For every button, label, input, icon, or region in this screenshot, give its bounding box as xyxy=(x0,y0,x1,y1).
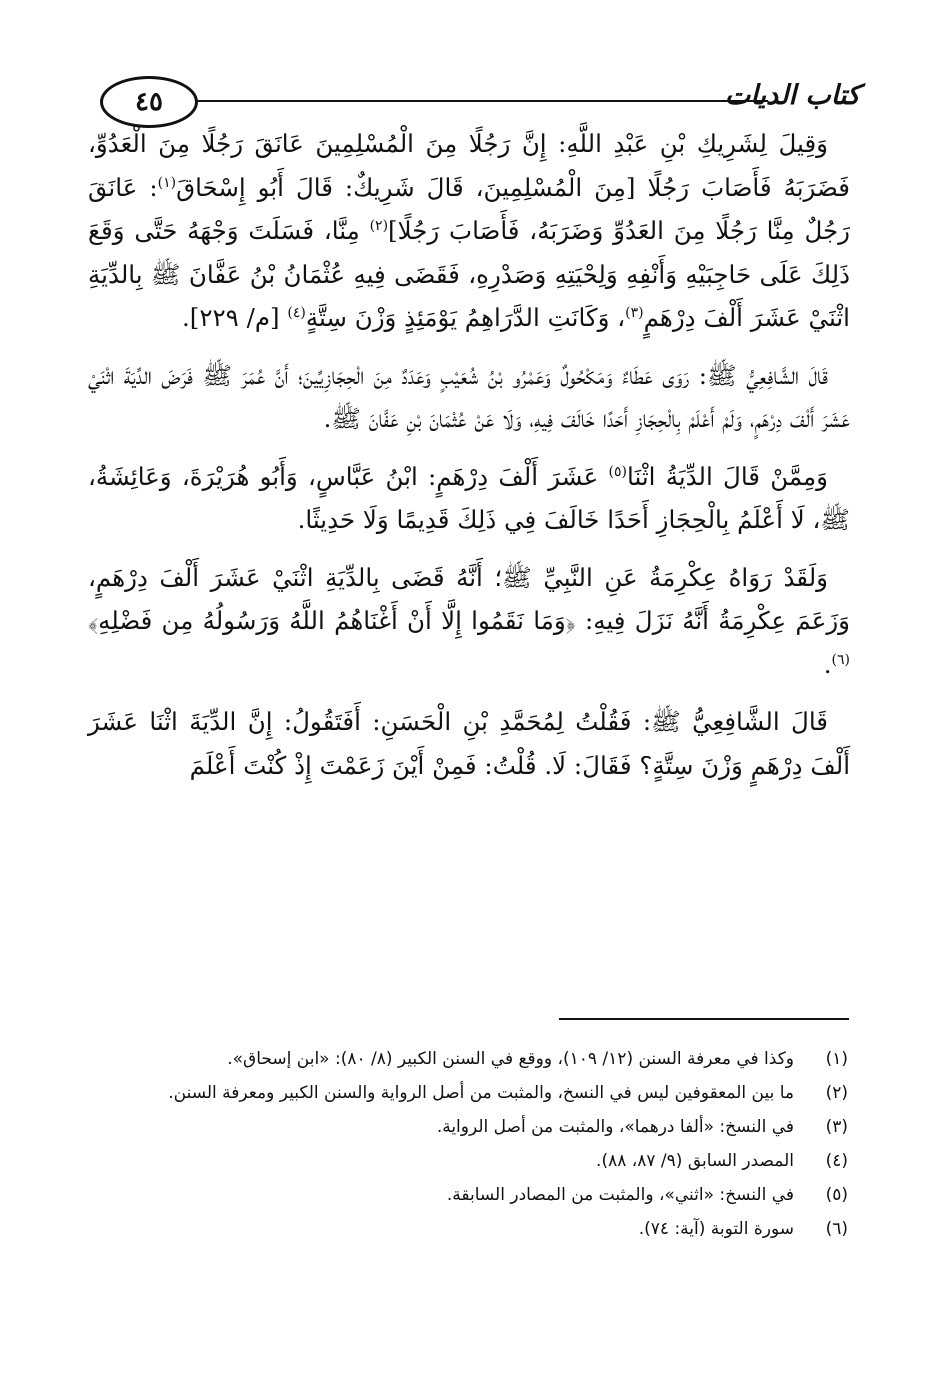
text-segment: ، وَكَانَتِ الدَّرَاهِمُ يَوْمَئِذٍ وَزْنَ سِتَّةٍ xyxy=(305,303,626,332)
text-segment: وَمِمَّنْ قَالَ الدِّيَةُ اثْنَا xyxy=(627,461,829,491)
page-number xyxy=(100,76,198,128)
footnote xyxy=(88,1042,848,1076)
footnote-number: (٤) xyxy=(825,1151,848,1171)
body-paragraph xyxy=(88,556,850,687)
page-number-text: ٤٥ xyxy=(135,87,163,117)
text-segment: عَشَرَ أَلْفَ دِرْهَمٍ: ابْنُ عَبَّاسٍ، وَأَبُو هُرَيْرَةَ، وَعَائِشَةُ، ﷺ، لَا أَعْلَمُ بِالْحِجَازِ أَحَدًا خَالَفَ فِي ذَلِكَ قَدِيمًا وَلَا حَدِيثًا. xyxy=(88,461,850,534)
text-segment: قَالَ الشَّافِعِيُّ ﷺ: فَقُلْتُ لِمُحَمَّدِ بْنِ الْحَسَنِ: أَفَتَقُولُ: إِنَّ الدِّيَةَ اثْنَا عَشَرَ أَلْفَ دِرْهَمٍ وَزْنَ سِتَّةٍ؟ فَقَالَ: لَا. قُلْتُ: فَمِنْ أَيْنَ زَعَمْتَ إِذْ كُنْتَ أَعْلَمَ xyxy=(88,707,850,780)
footnote-reference: (٢) xyxy=(369,217,389,234)
footnote-text: ما بين المعقوفين ليس في النسخ، والمثبت من أصل الرواية والسنن الكبير ومعرفة السنن. xyxy=(168,1083,794,1103)
footnote-separator xyxy=(559,1018,849,1020)
footnote-text: المصدر السابق (٩/ ٨٧، ٨٨). xyxy=(596,1151,794,1171)
footnote xyxy=(88,1144,848,1178)
footnote xyxy=(88,1212,848,1246)
body-paragraph xyxy=(88,122,850,340)
text-segment: وَقِيلَ لِشَرِيكِ بْنِ عَبْدِ اللَّهِ: إِنَّ رَجُلًا مِنَ الْمُسْلِمِينَ عَانَقَ رَجُلًا مِنَ الْعَدُوِّ، فَضَرَبَهُ فَأَصَابَ رَجُلًا [مِنَ الْمُسْلِمِينَ، قَالَ شَرِيكٌ: قَالَ أَبُو إِسْحَاقَ xyxy=(88,129,850,202)
text-segment: قَالَ الشَّافِعِيُّ ﷺ: رَوَى عَطَاءٌ وَمَكْحُولٌ وَعَمْرُو بْنُ شُعَيْبٍ وَعَدَدٌ مِنَ الْحِجَازِيِّينَ؛ أَنَّ عُمَرَ ﷺ فَرَضَ الدِّيَةَ اثْنَيْ عَشَرَ أَلْفَ دِرْهَمٍ، وَلَمْ أَعْلَمْ بِالْحِجَازِ أَحَدًا خَالَفَ فِيهِ، وَلَا عَنْ عُثْمَانَ بْنِ عَفَّانَ ﷺ. xyxy=(88,360,850,433)
text-segment: : عَانَقَ رَجُلٌ مِنَّا رَجُلًا مِنَ العَدُوِّ وَضَرَبَهُ، فَأَصَابَ رَجُلًا] xyxy=(88,172,850,245)
footnote-reference: (٦) xyxy=(831,651,850,668)
footnote-reference: (٥) xyxy=(608,463,627,480)
footnote xyxy=(88,1076,848,1110)
page-header xyxy=(100,70,860,130)
text-segment: وَلَقَدْ رَوَاهُ عِكْرِمَةُ عَنِ النَّبِيِّ ﷺ؛ أَنَّهُ قَضَى بِالدِّيَةِ اثْنَيْ عَشَرَ أَلْفَ دِرْهَمٍ، وَزَعَمَ عِكْرِمَةُ أَنَّهُ نَزَلَ فِيهِ: ﴿وَمَا نَقَمُوا إِلَّا أَنْ أَغْنَاهُمُ اللَّهُ وَرَسُولُهُ مِن فَضْلِهِ﴾ xyxy=(88,562,850,635)
body-paragraph xyxy=(88,700,850,787)
text-segment: [م/ ٢٢٩]. xyxy=(182,303,288,332)
text-segment: . xyxy=(823,649,832,679)
footnote xyxy=(88,1178,848,1212)
body-paragraph xyxy=(88,455,850,542)
main-text xyxy=(88,122,850,801)
text-segment: مِنَّا، فَسَلَتَ وَجْهَهُ حَتَّى وَقَعَ ذَلِكَ عَلَى حَاجِبَيْهِ وَأَنْفِهِ وَلِحْيَتِهِ وَصَدْرِهِ، فَقَضَى فِيهِ عُثْمَانُ بْنُ عَفَّانَ ﷺ بِالدِّيَةِ اثْنَيْ عَشَرَ أَلْفَ دِرْهَمٍ xyxy=(88,216,850,332)
footnote-text: وكذا في معرفة السنن (١٢/ ١٠٩)، ووقع في السنن الكبير (٨/ ٨٠): «ابن إسحاق». xyxy=(227,1049,794,1069)
footnote-number: (١) xyxy=(825,1049,848,1069)
body-paragraph xyxy=(88,354,850,441)
footnote-text: سورة التوبة (آية: ٧٤). xyxy=(638,1219,794,1239)
footnote xyxy=(88,1110,848,1144)
footnotes xyxy=(88,1042,848,1246)
footnote-reference: (٤) xyxy=(287,304,306,321)
book-title-logo: كتاب الديات xyxy=(724,80,860,111)
footnote-reference: (١) xyxy=(157,174,177,191)
footnote-text: في النسخ: «ألفا درهما»، والمثبت من أصل الرواية. xyxy=(436,1117,794,1137)
footnote-number: (٣) xyxy=(825,1117,848,1137)
header-rule xyxy=(198,100,768,102)
footnote-reference: (٣) xyxy=(625,304,644,321)
footnote-number: (٢) xyxy=(825,1083,848,1103)
footnote-text: في النسخ: «اثني»، والمثبت من المصادر السابقة. xyxy=(446,1185,794,1205)
footnote-number: (٦) xyxy=(825,1219,848,1239)
footnote-number: (٥) xyxy=(825,1185,848,1205)
